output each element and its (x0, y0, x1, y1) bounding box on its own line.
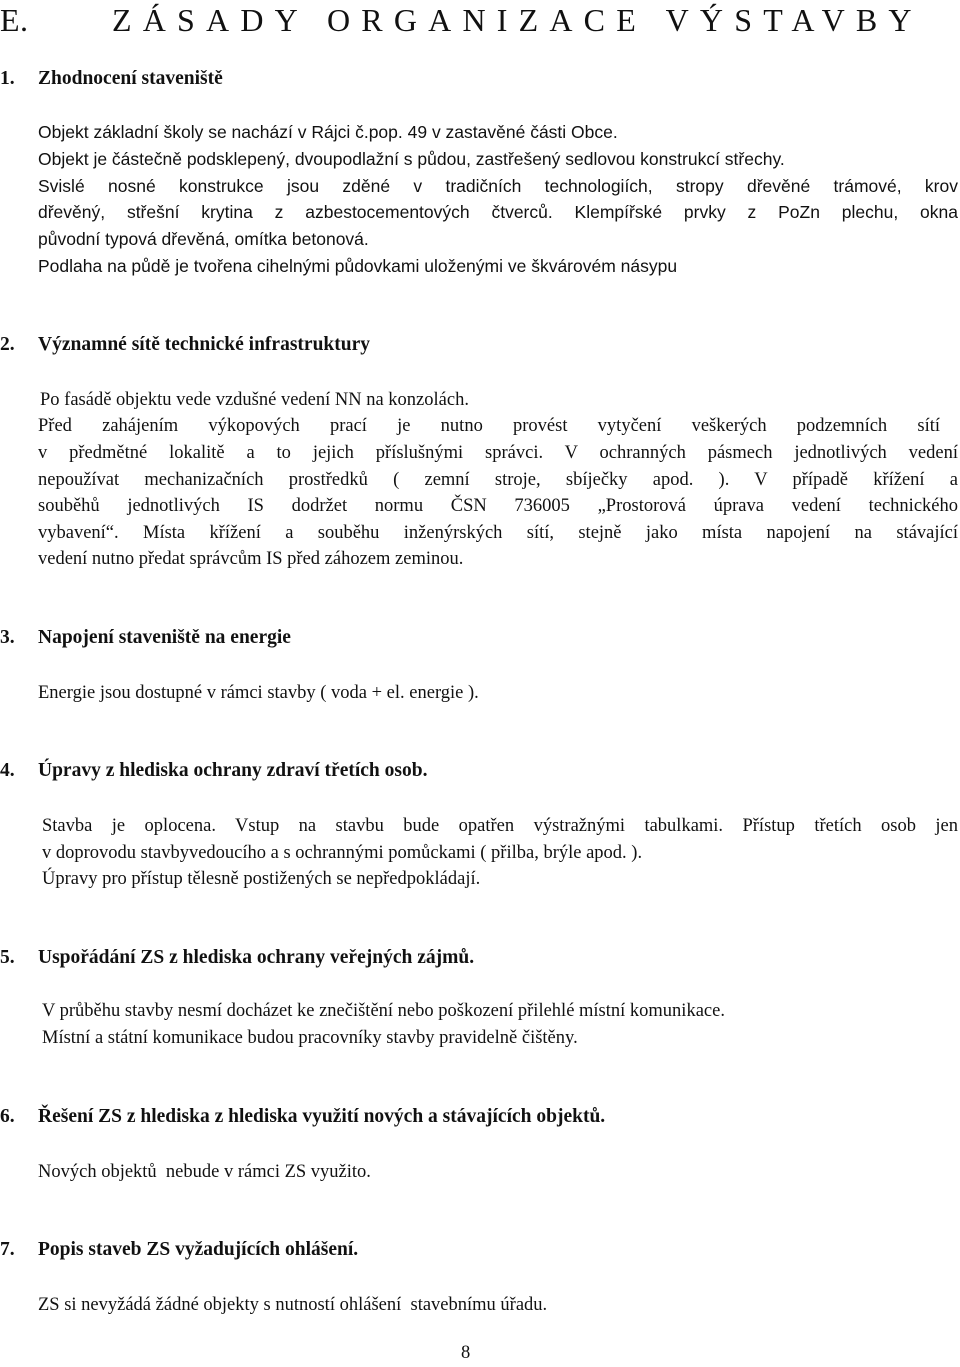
page-number: 8 (461, 1343, 471, 1363)
section-2-line: v předmětné lokalitě a to jejich příslušnými správci. V ochranných pásmech jednotlivých vedení (38, 443, 958, 463)
section-4-line: Úpravy pro přístup tělesně postižených se nepředpokládají. (42, 869, 481, 889)
document-title-text: ZÁSADY ORGANIZACE VÝSTAVBY (112, 2, 923, 38)
section-heading-6: 6. Řešení ZS z hlediska z hlediska využití nových a stávajících objektů. (0, 1106, 606, 1127)
title-letter: E. (0, 2, 29, 38)
section-4-line: v doprovodu stavbyvedoucího a s ochrannými pomůckami ( přilba, brýle apod. ). (42, 843, 643, 863)
document-title (0, 2, 29, 39)
section-2-line: souběhů jednotlivých IS dodržet normu ČSN 736005 „Prostorová úprava vedení technického (38, 496, 958, 516)
section-2-line: Po fasádě objektu vede vzdušné vedení NN na konzolách. (40, 390, 469, 410)
section-heading-4: 4. Úpravy z hlediska ochrany zdraví třetích osob. (0, 760, 428, 781)
section-heading-2: 2. Významné sítě technické infrastruktury (0, 334, 371, 355)
section-1-line: dřevěný, střešní krytina z azbestocementových čtverců. Klempířské prvky z PoZn plechu, okna (38, 202, 958, 222)
section-2-line: Před zahájením výkopových prací je nutno provést vytyčení veškerých podzemních sítí (38, 416, 940, 436)
section-3-line: Energie jsou dostupné v rámci stavby ( voda + el. energie ). (38, 683, 479, 703)
section-2-line: nepoužívat mechanizačních prostředků ( zemní stroje, sbíječky apod. ). V případě křížení a (38, 470, 958, 490)
section-7-line: ZS si nevyžádá žádné objekty s nutností ohlášení stavebnímu úřadu. (38, 1295, 548, 1315)
section-5-line: Místní a státní komunikace budou pracovníky stavby pravidelně čištěny. (42, 1028, 578, 1048)
section-4-line: Stavba je oplocena. Vstup na stavbu bude opatřen výstražnými tabulkami. Přístup třetích osob jen (42, 816, 958, 836)
section-1-line: původní typová dřevěná, omítka betonová. (38, 229, 369, 249)
section-1-line: Objekt základní školy se nachází v Rájci č.pop. 49 v zastavěné části Obce. (38, 122, 618, 142)
section-heading-7: 7. Popis staveb ZS vyžadujících ohlášení. (0, 1239, 359, 1260)
section-heading-5: 5. Uspořádání ZS z hlediska ochrany veřejných zájmů. (0, 947, 475, 968)
section-heading-3: 3. Napojení staveniště na energie (0, 627, 291, 648)
section-1-line: Podlaha na půdě je tvořena cihelnými půdovkami uloženými ve škvárovém násypu (38, 256, 678, 276)
section-1-line: Svislé nosné konstrukce jsou zděné v tradičních technologiích, stropy dřevěné trámové, krov (38, 176, 958, 196)
section-6-line: Nových objektů nebude v rámci ZS využito. (38, 1162, 371, 1182)
section-2-line: vybavení“. Místa křížení a souběhu inženýrských sítí, stejně jako místa napojení na stávající (38, 523, 958, 543)
section-1-line: Objekt je částečně podsklepený, dvoupodlažní s půdou, zastřešený sedlovou konstrukcí střechy. (38, 149, 785, 169)
section-heading-1: 1. Zhodnocení staveniště (0, 68, 223, 89)
section-2-line: vedení nutno předat správcům IS před záhozem zeminou. (38, 549, 464, 569)
section-5-line: V průběhu stavby nesmí docházet ke znečištění nebo poškození přilehlé místní komunikace. (42, 1001, 725, 1021)
